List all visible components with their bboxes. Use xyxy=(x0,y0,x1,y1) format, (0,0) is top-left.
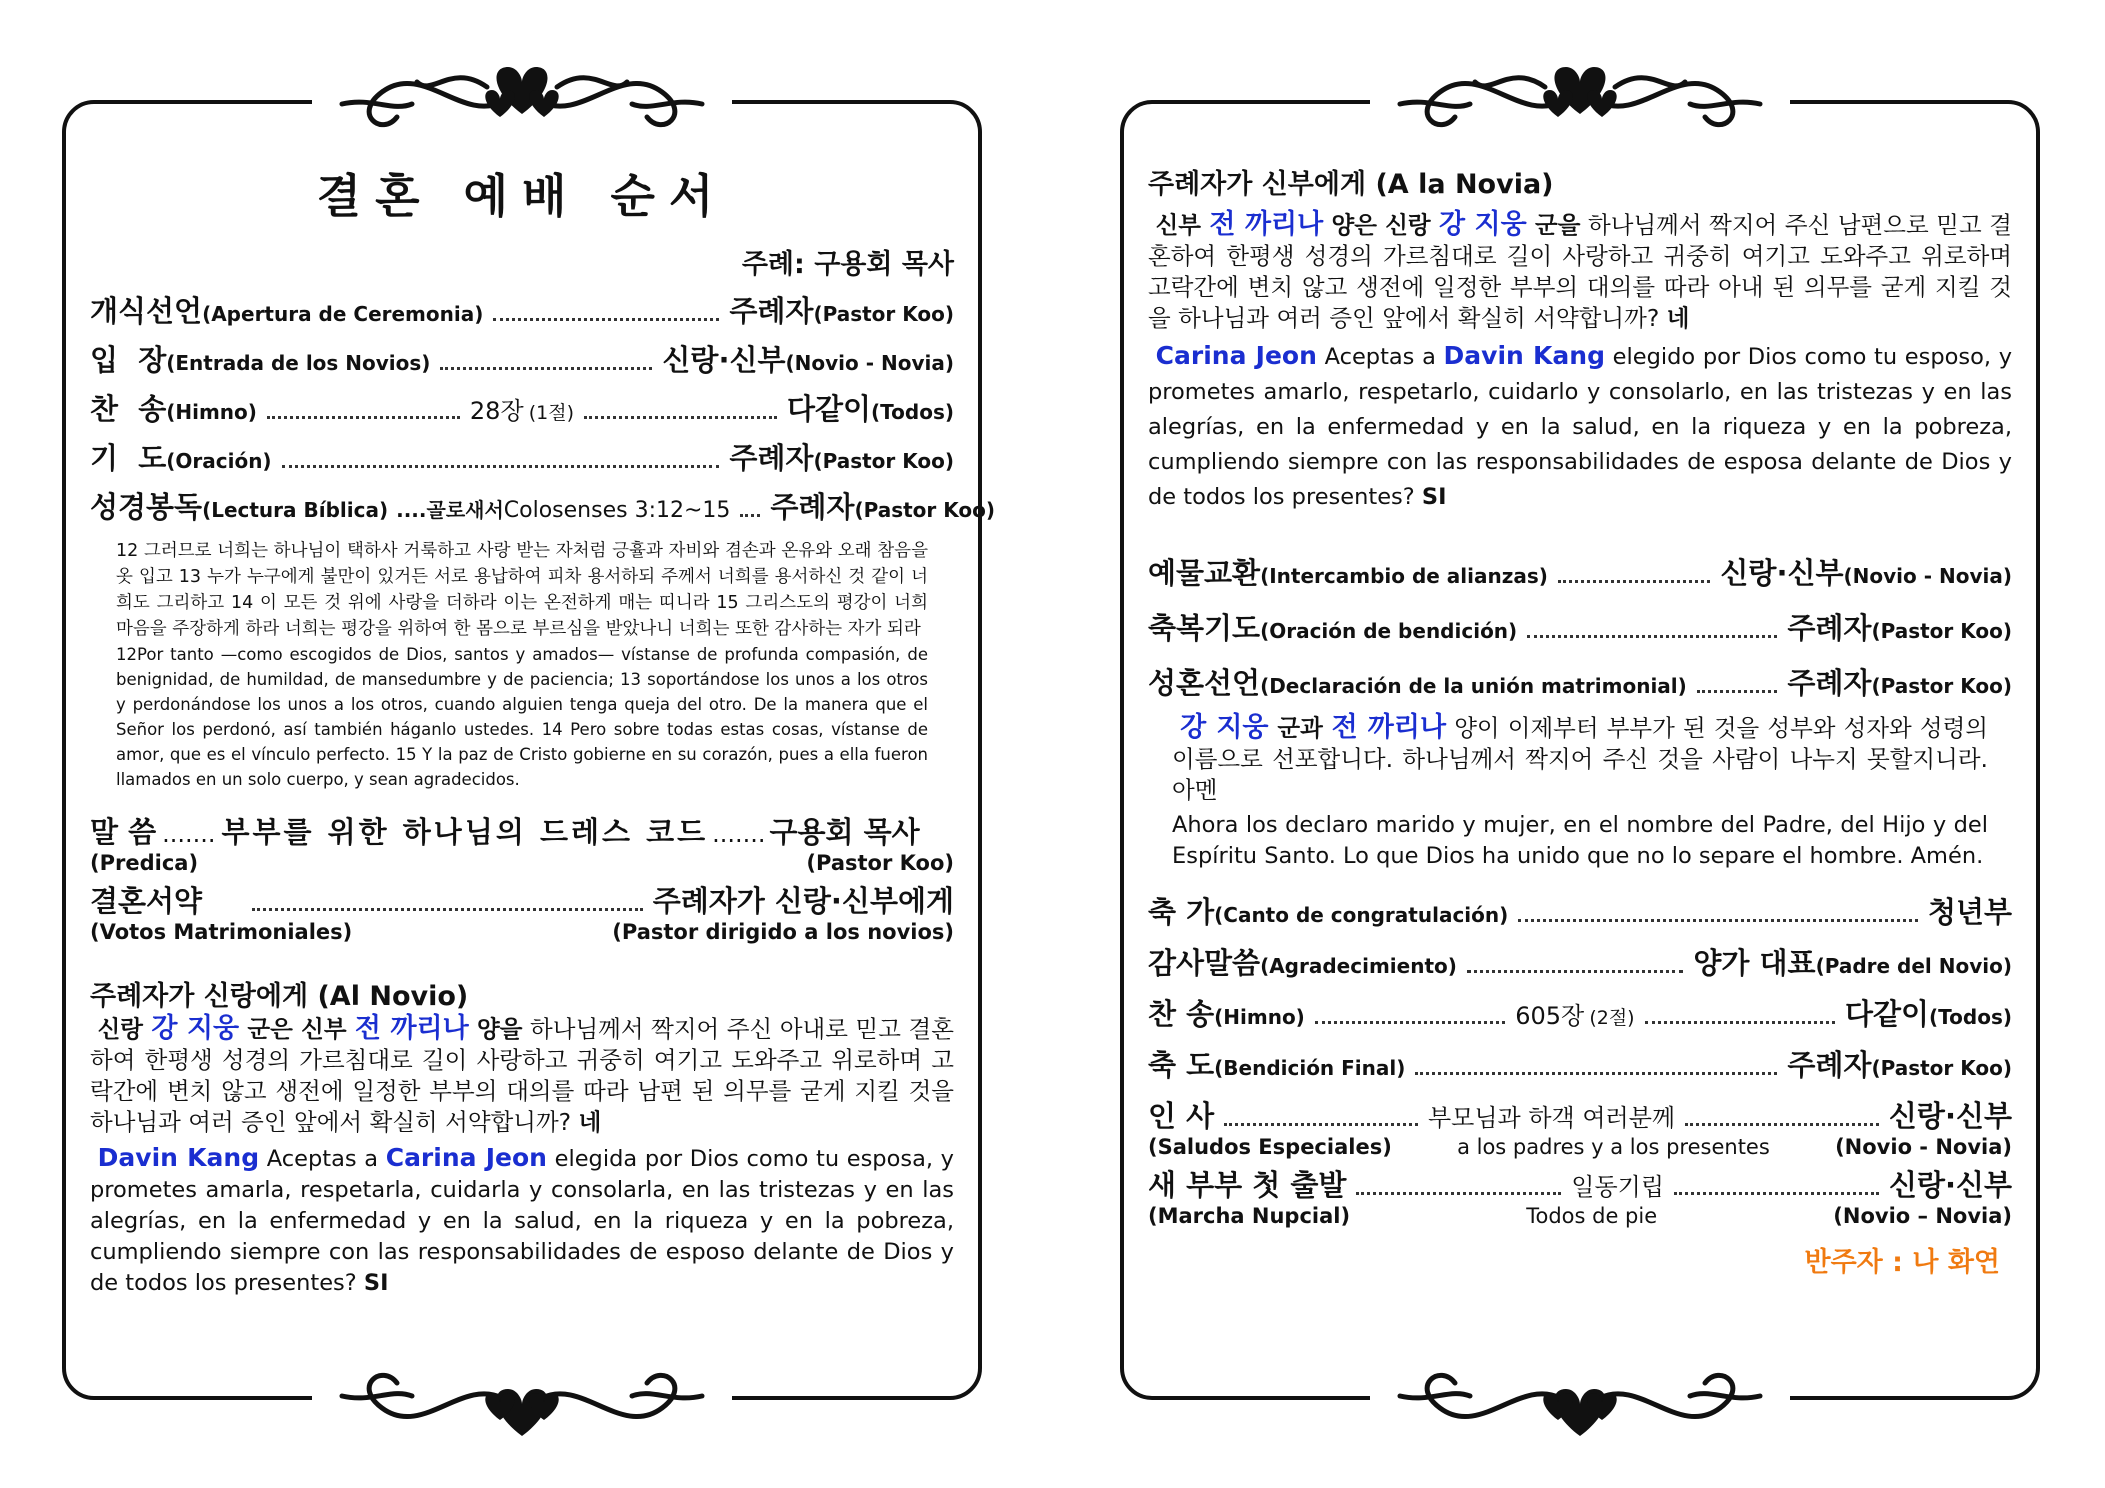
scripture-korean: 12 그러므로 너희는 하나님이 택하사 거룩하고 사랑 받는 자처럼 긍휼과 자비와 겸손과 온유와 오래 참음을 옷 입고 13 누가 누구에게 불만이 있거든 서로 용납하여 피차 용서하되 주께서 너희를 용서하신 것 같이 너희도 그리하고 14 이 모든 것 위에 사랑을 더하라 이는 온전하게 매는 띠니라 15 그리스도의 평강이 너희 마음을 주장하게 하라 너희는 평강을 위하여 한 몸으로 부르심을 받았나니 너희는 또한 감사하는 자가 되라 xyxy=(116,541,928,639)
dotted-leader xyxy=(1315,1021,1505,1024)
dotted-leader xyxy=(1518,919,1918,922)
greeting-sublabels: (Saludos Especiales) a los padres y a los presentes (Novio - Novia) xyxy=(1148,1135,2012,1159)
sermon-sublabels: (Predica) (Pastor Koo) xyxy=(90,851,954,875)
program-item-hymn: 찬 송 (Himno) 28장 (1절) 다같이 (Todos) xyxy=(90,392,954,426)
program-item-opening: 개식선언 (Apertura de Ceremonia) 주례자 (Pastor Koo) xyxy=(90,294,954,328)
declaration-korean: 강 지웅 군과 전 까리나 양이 이제부터 부부가 된 것을 성부와 성자와 성령의 이름으로 선포합니다. 하나님께서 짝지어 주신 것을 사람이 나누지 못할지니라. 아멘 xyxy=(1172,712,1989,804)
program-item-reading: 성경봉독 (Lectura Bíblica) ....골로새서 Colosenses 3:12~15 주례자 (Pastor Koo) xyxy=(90,490,996,524)
ornament-bottom-icon xyxy=(312,1358,732,1458)
dotted-leader xyxy=(1697,690,1778,693)
right-page xyxy=(1120,100,2040,1400)
accompanist: 반주자 : 나 화연 xyxy=(1804,1247,2000,1278)
groom-vow-spanish: Davin Kang Aceptas a Carina Jeon elegida por Dios como tu esposa, y prometes amarla, respetarla, cuidarla y consolarla, en las tristezas y en las alegrías, en la enfermedad y en la salud, en la riqueza y en la pobreza, cumpliendo siempre con las responsabilidades de esposo delante de Dios y de todos los presentes? SI xyxy=(90,1143,954,1296)
dotted-leader xyxy=(740,514,760,517)
program-item-prayer: 기 도 (Oración) 주례자 (Pastor Koo) xyxy=(90,441,954,475)
program-item-rings: 예물교환 (Intercambio de alianzas) 신랑·신부 (Novio - Novia) xyxy=(1148,556,2012,590)
groom-vow-korean: 신랑 강 지웅 군은 신부 전 까리나 양을 하나님께서 짝지어 주신 아내로 믿고 결혼하여 한평생 성경의 가르침대로 길이 사랑하고 귀중히 여기고 도와주고 위로하며 고락간에 변치 않고 생전에 일정한 부부의 대의를 따라 남편 된 의무를 굳게 지킬 것을 하나님과 여러 증인 앞에서 확실히 서약합니까? 네 xyxy=(90,1013,954,1136)
program-item-benediction: 축 도 (Bendición Final) 주례자 (Pastor Koo) xyxy=(1148,1048,2012,1082)
dotted-leader xyxy=(584,416,777,419)
dotted-leader xyxy=(493,318,719,321)
vows-sublabels: (Votos Matrimoniales) (Pastor dirigido a los novios) xyxy=(90,920,954,944)
program-item-sermon: 말 씀 ....... 부부를 위한 하나님의 드레스 코드 ....... 구용회 목사 xyxy=(90,810,954,851)
dotted-leader xyxy=(282,465,720,468)
dotted-leader xyxy=(1558,580,1711,583)
bride-vow-korean: 신부 전 까리나 양은 신랑 강 지웅 군을 하나님께서 짝지어 주신 남편으로 믿고 결혼하여 한평생 성경의 가르침대로 길이 사랑하고 귀중히 여기고 도와주고 위로하며 고락간에 변치 않고 생전에 일정한 부부의 대의를 따라 아내 된 의무를 굳게 지킬 것을 하나님과 여러 증인 앞에서 확실히 서약합니까? 네 xyxy=(1148,209,2012,332)
left-page xyxy=(62,100,996,1400)
program-item-entrance: 입 장 (Entrada de los Novios) 신랑·신부 (Novio - Novia) xyxy=(90,343,954,377)
dotted-leader xyxy=(267,416,460,419)
declaration-spanish: Ahora los declaro marido y mujer, en el nombre del Padre, del Hijo y del Espíritu Santo. Lo que Dios ha unido que no lo separe el hombre. Amén. xyxy=(1172,812,1988,869)
dotted-leader xyxy=(1467,970,1684,973)
dotted-leader xyxy=(1356,1192,1561,1195)
program-item-vows: 결혼서약 주례자가 신랑·신부에게 xyxy=(90,884,954,918)
dotted-leader xyxy=(252,908,643,911)
bride-vow-spanish: Carina Jeon Aceptas a Davin Kang elegido por Dios como tu esposo, y prometes amarlo, respetarlo, cuidarlo y consolarlo, en las tristezas y en las alegrías, en la enfermedad y en la salud, en la riqueza y en la pobreza, cumpliendo siempre con las responsabilidades de esposa delante de Dios y de todos los presentes? SI xyxy=(1148,341,2013,510)
dotted-leader xyxy=(1224,1123,1418,1126)
program-item-declaration: 성혼선언 (Declaración de la unión matrimonial) 주례자 (Pastor Koo) xyxy=(1148,666,2012,700)
program-item-thanks: 감사말씀 (Agradecimiento) 양가 대표 (Padre del Novio) xyxy=(1148,946,2012,980)
page-title: 결혼 예배 순서 xyxy=(316,169,728,223)
dotted-leader xyxy=(1527,635,1777,638)
officiant: 주례: 구용회 목사 xyxy=(741,249,954,280)
program-item-greeting: 인 사 부모님과 하객 여러분께 신랑·신부 xyxy=(1148,1099,2012,1133)
scripture-spanish: 12Por tanto —como escogidos de Dios, santos y amados— vístanse de profunda compasión, de benignidad, de humildad, de mansedumbre y de paciencia; 13 soportándose los unos a los otros y perdonándose los unos a los otros, cuando alguien tenga queja del otro. De la manera que el Señor los perdonó, así también háganlo ustedes. 14 Pero sobre todas estas cosas, vístanse de amor, que es el vínculo perfecto. 15 Y la paz de Cristo gobierne en su corazón, pues a ella fueron llamados en un solo cuerpo, y sean agradecidos. xyxy=(116,645,928,789)
program-item-congrats: 축 가 (Canto de congratulación) 청년부 xyxy=(1148,895,2012,929)
ornament-bottom-icon xyxy=(1370,1358,1790,1458)
dotted-leader xyxy=(1645,1021,1835,1024)
dotted-leader xyxy=(440,367,652,370)
program-item-hymn-2: 찬 송 (Himno) 605장 (2절) 다같이 (Todos) xyxy=(1148,997,2012,1031)
march-sublabels: (Marcha Nupcial) Todos de pie (Novio – Novia) xyxy=(1148,1204,2012,1228)
program-item-march: 새 부부 첫 출발 일동기립 신랑·신부 xyxy=(1148,1168,2013,1202)
program-item-blessing: 축복기도 (Oración de bendición) 주례자 (Pastor Koo) xyxy=(1148,611,2012,645)
dotted-leader xyxy=(1685,1123,1879,1126)
bride-vow-heading: 주례자가 신부에게 (A la Novia) xyxy=(1148,169,1554,200)
dotted-leader xyxy=(1415,1072,1777,1075)
sermon-title: 부부를 위한 하나님의 드레스 코드 xyxy=(221,815,709,849)
dotted-leader xyxy=(1674,1192,1879,1195)
groom-vow-heading: 주례자가 신랑에게 (Al Novio) xyxy=(90,981,469,1012)
